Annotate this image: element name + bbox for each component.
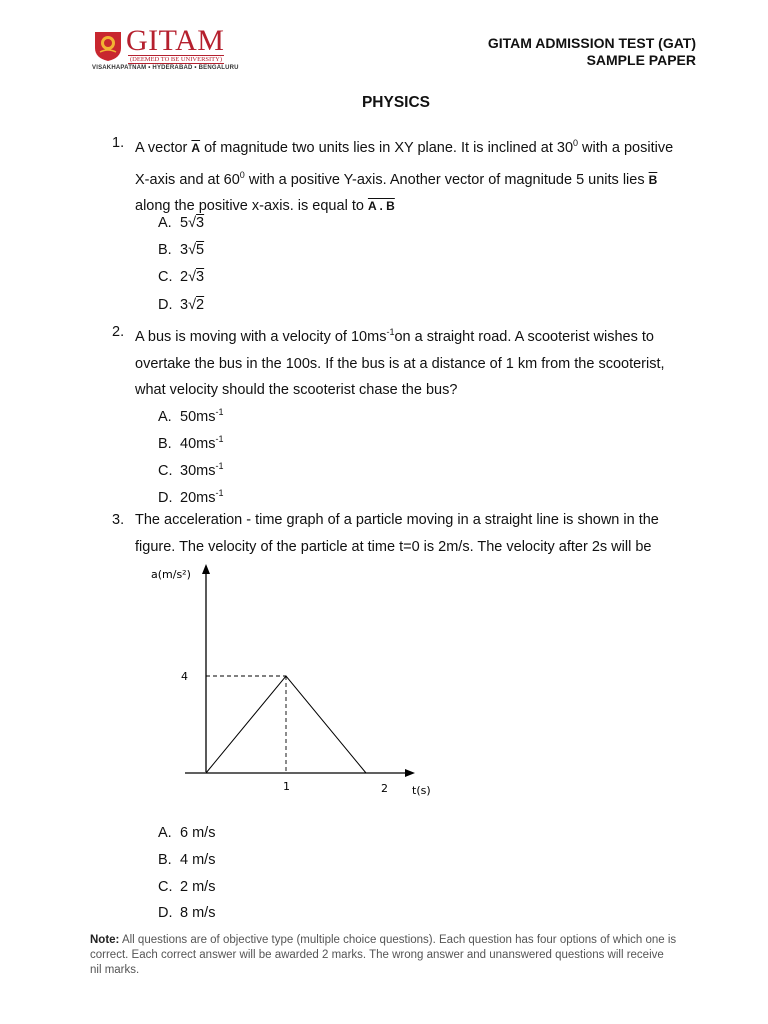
- question-number: 1.: [112, 135, 125, 151]
- section-title: PHYSICS: [361, 94, 431, 111]
- note-block: [90, 933, 678, 978]
- question-number: 3.: [112, 512, 125, 528]
- question-3: [112, 507, 684, 560]
- option-3c[interactable]: C. 2 m/s: [158, 879, 216, 895]
- question-text: A bus is moving with a velocity of $10ms^{-1}on$ a straight road. A scooterist wishes to overtake the bus in the 100s. If the bus is at a distance of 1 km from the scooterist, what velocity should the scooterist chase the bus?: [135, 327, 665, 399]
- question-2: [112, 319, 684, 404]
- option-1b[interactable]: B. 3√5: [158, 242, 205, 258]
- option-1d[interactable]: D. 3√2: [158, 297, 205, 313]
- test-name: GITAM ADMISSION TEST (GAT): [487, 35, 696, 51]
- dot-product-expression: A . B: [367, 199, 395, 214]
- option-2a[interactable]: A. $50ms^{-1}$: [158, 407, 224, 425]
- option-3a[interactable]: A. 6 m/s: [158, 825, 216, 841]
- vector-b: $\overline{B}$: [648, 172, 658, 187]
- gitam-seal-icon: [92, 28, 124, 62]
- y-tick-4: 4: [181, 670, 188, 683]
- note-label: Note:: [90, 934, 120, 946]
- option-2d[interactable]: D. $20ms^{-1}$: [158, 488, 224, 506]
- x-axis-arrow-icon: [405, 769, 415, 777]
- y-axis-label: a(m/s²): [151, 568, 191, 581]
- x-axis-label: t(s): [412, 784, 431, 797]
- y-axis-arrow-icon: [202, 564, 210, 574]
- acceleration-time-graph: [145, 560, 445, 800]
- option-1a[interactable]: A. 5√3: [158, 215, 205, 231]
- logo-cities-text: VISAKHAPATNAM • HYDERABAD • BENGALURU: [92, 65, 239, 71]
- vector-a: $\overline{A}$: [191, 141, 201, 155]
- paper-type: SAMPLE PAPER: [586, 52, 696, 68]
- logo-deemed-text: (DEEMED TO BE UNIVERSITY): [130, 56, 223, 63]
- gitam-logo: [92, 24, 239, 74]
- header-title-block: [488, 35, 696, 69]
- x-tick-1: 1: [283, 780, 290, 793]
- option-3b[interactable]: B. 4 m/s: [158, 852, 216, 868]
- question-text: A vector $\overline{A}$ of magnitude two units lies in XY plane. It is inclined at $30^0$ with a positive X-axis and at $60^0$ with a positive Y-axis. Another vector of magnitude 5 units lies $\overline{B}$ along the positive x-axis. is equal to A . B: [135, 138, 674, 215]
- question-text: The acceleration - time graph of a particle moving in a straight line is shown in the figure. The velocity of the particle at time t=0 is 2m/s. The velocity after 2s will be: [135, 512, 659, 555]
- note-text: All questions are of objective type (multiple choice questions). Each question has four options of which one is correct. Each correct answer will be awarded 2 marks. The wrong answer and unanswered questions will receive nil marks.: [90, 934, 677, 976]
- option-1c[interactable]: C. 2√3: [158, 269, 205, 285]
- question-1: [112, 130, 684, 220]
- x-tick-2: 2: [381, 782, 388, 795]
- logo-name: GITAM: [126, 24, 225, 57]
- question-number: 2.: [112, 324, 125, 340]
- option-3d[interactable]: D. 8 m/s: [158, 905, 216, 921]
- option-2c[interactable]: C. $30ms^{-1}$: [158, 461, 224, 479]
- option-2b[interactable]: B. $40ms^{-1}$: [158, 434, 224, 452]
